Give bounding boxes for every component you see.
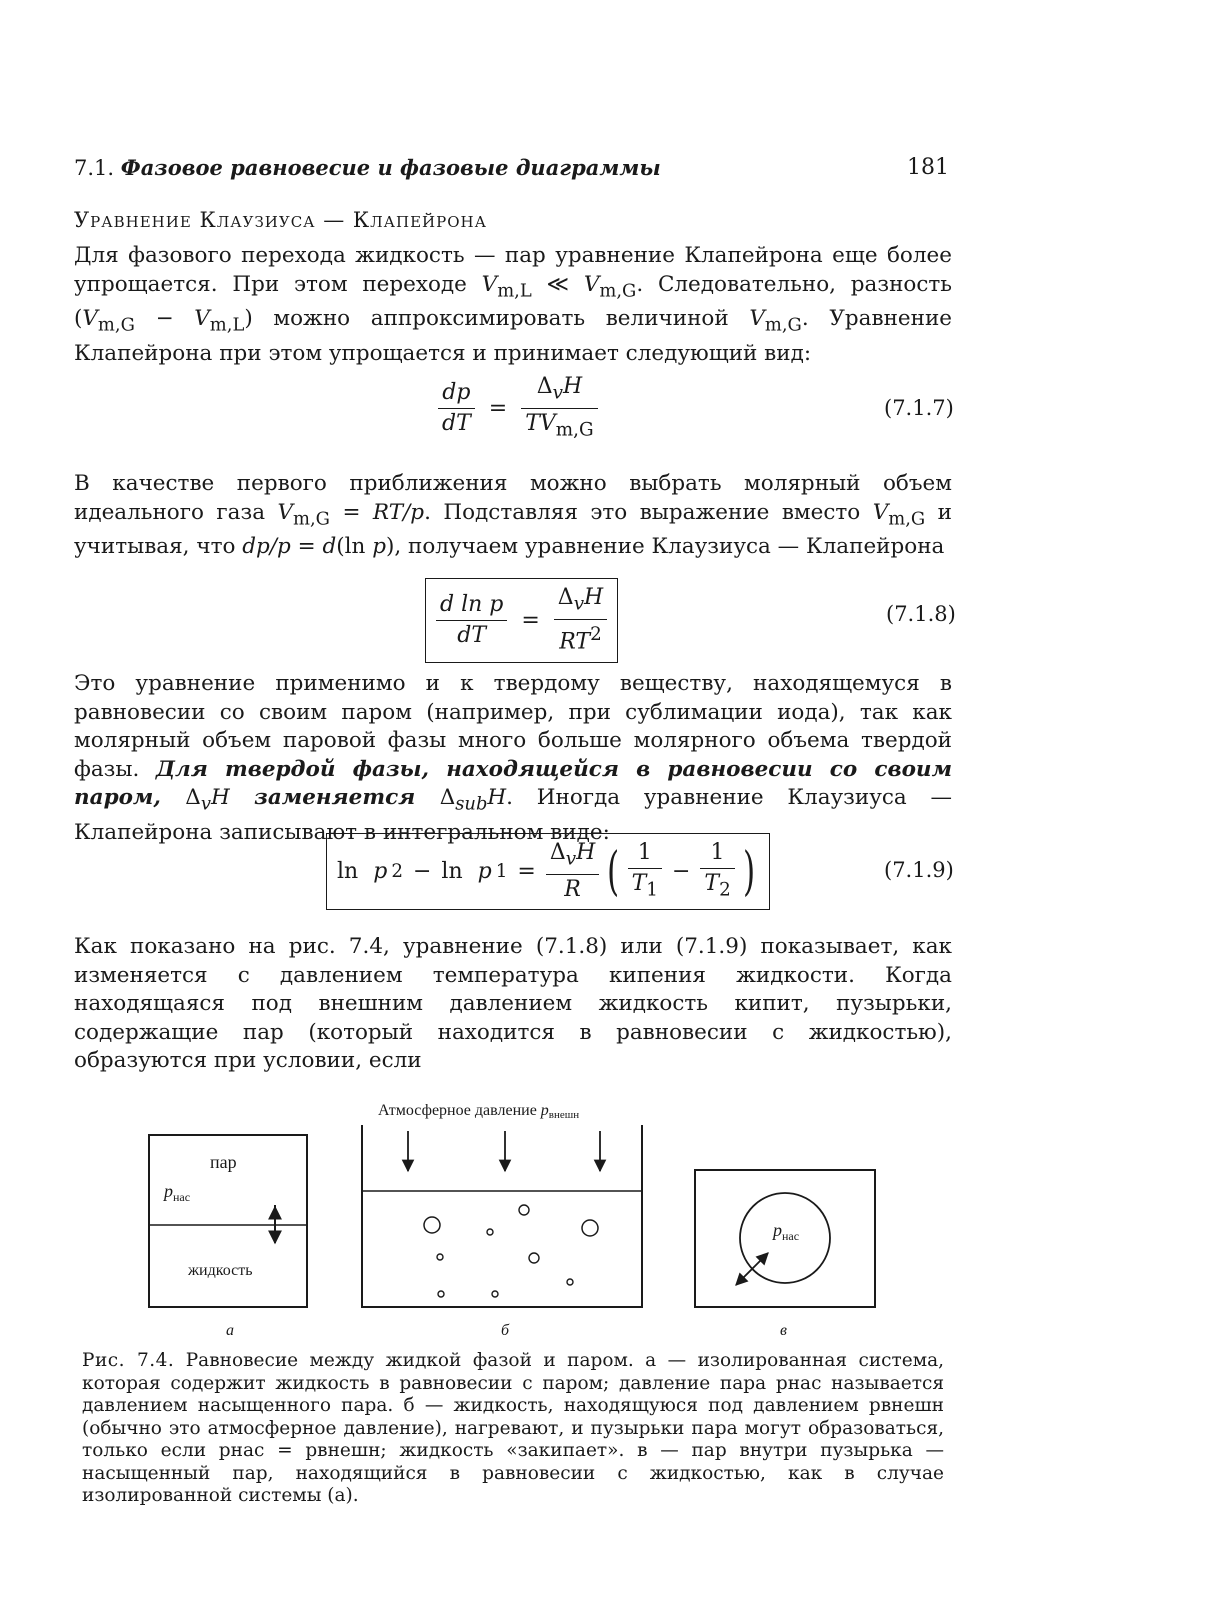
panel-c-letter: в xyxy=(780,1322,787,1339)
panel-a xyxy=(149,1135,307,1339)
atm-pressure-label: Атмосферное давление pвнешн xyxy=(378,1102,580,1121)
caption-label: Рис. 7.4. xyxy=(82,1350,175,1371)
bubble xyxy=(529,1253,539,1263)
panel-a-letter: а xyxy=(226,1322,234,1339)
equation-number-7-1-8: (7.1.8) xyxy=(886,602,956,626)
liquid-label: жидкость xyxy=(188,1262,253,1279)
panel-b-letter: б xyxy=(501,1322,510,1339)
running-head xyxy=(74,155,949,180)
equation-7-1-7: $\frac{dp}{dT}$ = $\frac{\Delta_vH}{TV_{m,G}}$ xyxy=(438,372,598,446)
vapor-label: пар xyxy=(210,1152,237,1172)
bubble xyxy=(437,1254,443,1260)
paragraph-4: Как показано на рис. 7.4, уравнение (7.1.8) или (7.1.9) показывает, как изменяется с давлением температура кипения жидкости. Когда находящаяся под внешним давлением жидкость кипит, пузырьки, содержащие пар (который находится в равновесии с жидкостью), образуются при условии, если xyxy=(74,934,952,1073)
equation-number-7-1-7: (7.1.7) xyxy=(884,396,954,420)
equation-7-1-9: ln p 2 − ln p 1 = $\frac{\Delta_vH}{R}$ ( $\frac{1}{T_1}$ − $\frac{1}{T_2}$ ) xyxy=(326,833,770,910)
exchange-arrow xyxy=(736,1253,768,1285)
panel-c xyxy=(695,1170,875,1339)
caption-text: Равновесие между жидкой фазой и паром. а — изолированная система, которая содержит жидкость в равновесии с паром; давление пара pнас называется давлением насыщенного пара. б — жидкость, находящуюся под давлением pвнешн (обычно это атмосферное давление), нагревают, и пузырьки пара могут образоваться, только если pнас = pвнешн; жидкость «закипает». в — пар внутри пузырька — насыщенный пар, находящийся в равновесии с жидкостью, как в случае изолированной системы (а). xyxy=(82,1350,945,1506)
p-sat-label: $p_{нас}$ xyxy=(164,1181,191,1204)
paragraph-3: Это уравнение применимо и к твердому веществу, находящемуся в равновесии со своим паром (например, при сублимации иода), так как молярный объем паровой фазы много больше молярного объема твердой фазы. Для твердой фазы, находящейся в равновесии со своим паром, $\Delta_vH$ заменяется $\Delta_{sub}H$. Иногда уравнение Клаузиуса — Клапейрона записывают в интегральном виде: xyxy=(74,671,953,845)
paragraph-1: Для фазового перехода жидкость — пар уравнение Клапейрона еще более упрощается. При этом переходе $V_{m,L}$ ≪ $V_{m,G}$. Следовательно, разность $(V_{m,G} - V_{m,L})$ можно аппроксимировать величиной $V_{m,G}$. Уравнение Клапейрона при этом упрощается и принимает следующий вид: xyxy=(74,243,953,367)
chapter-title: Фазовое равновесие и фазовые диаграммы xyxy=(120,155,661,180)
bubble xyxy=(519,1205,529,1215)
equation-number-7-1-9: (7.1.9) xyxy=(884,858,954,882)
paragraph-2: В качестве первого приближения можно выбрать молярный объем идеального газа $V_{m,G} = RT/p$. Подставляя это выражение вместо $V_{m,G}$ и учитывая, что dp/p = d(ln p), получаем уравнение Клаузиуса — Клапейрона xyxy=(74,471,952,560)
figure-7-4 xyxy=(140,1095,960,1345)
section-number: 7.1. xyxy=(74,156,115,180)
bubble xyxy=(582,1220,598,1236)
panel-b xyxy=(362,1102,642,1339)
bubble xyxy=(424,1217,440,1233)
bubble xyxy=(567,1279,573,1285)
bubble xyxy=(492,1291,498,1297)
figure-caption xyxy=(82,1350,944,1508)
p-sat-label: $p_{нас}$ xyxy=(773,1220,800,1243)
equation-7-1-8: $\frac{\text{d ln p}}{dT}$ = $\frac{\Delta_vH}{RT^2}$ xyxy=(425,578,618,663)
bubble xyxy=(438,1291,444,1297)
section-subheading: Уравнение Клаузиуса — Клапейрона xyxy=(74,208,487,232)
bubble xyxy=(487,1229,493,1235)
page-number: 181 xyxy=(907,155,949,180)
